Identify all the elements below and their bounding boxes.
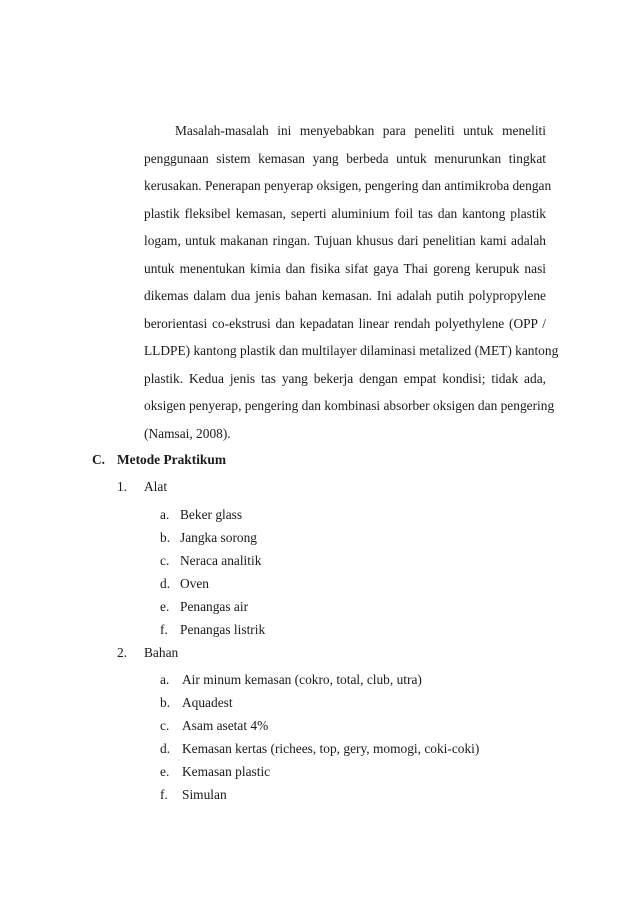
list-item-letter: f. [160,787,168,802]
paragraph-line: plastik. Kedua jenis tas yang bekerja dengan empat kondisi; tidak ada, [144,371,546,386]
list-item-letter: b. [160,695,171,710]
list-item-letter: f. [160,622,168,637]
section-letter: C. [92,452,106,467]
list-item: Beker glass [180,507,243,522]
paragraph-line: oksigen penyerap, pengering dan kombinasi absorber oksigen dan pengering [144,398,555,413]
list-item-letter: a. [160,672,170,687]
list-item-letter: c. [160,553,170,568]
paragraph-line: penggunaan sistem kemasan yang berbeda untuk menurunkan tingkat [144,151,546,166]
paragraph-line: logam, untuk makanan ringan. Tujuan khusus dari penelitian kami adalah [144,233,546,248]
paragraph-line: dikemas dalam dua jenis bahan kemasan. Ini adalah putih polypropylene [144,288,546,303]
list-item: Aquadest [182,695,233,710]
paragraph-line: (Namsai, 2008). [144,426,231,441]
section-title: Metode Praktikum [117,452,226,467]
paragraph-line: Masalah-masalah ini menyebabkan para peneliti untuk meneliti [175,123,546,138]
subsection-title: Alat [144,479,168,494]
list-item-letter: e. [160,599,170,614]
paragraph-line: kerusakan. Penerapan penyerap oksigen, pengering dan antimikroba dengan [144,178,552,193]
paragraph-line: berorientasi co-ekstrusi dan kepadatan linear rendah polyethylene (OPP / [144,316,546,331]
list-item: Air minum kemasan (cokro, total, club, utra) [182,672,422,687]
list-item: Asam asetat 4% [182,718,269,733]
list-item-letter: c. [160,718,170,733]
subsection-number: 1. [117,479,128,494]
subsection-number: 2. [117,645,128,660]
paragraph-line: plastik fleksibel kemasan, seperti aluminium foil tas dan kantong plastik [144,206,546,221]
subsection-title: Bahan [144,645,179,660]
list-item-letter: b. [160,530,171,545]
paragraph-line: untuk menentukan kimia dan fisika sifat gaya Thai goreng kerupuk nasi [144,261,546,276]
list-item: Jangka sorong [180,530,257,545]
list-item: Kemasan plastic [182,764,271,779]
list-item-letter: d. [160,576,171,591]
list-item: Oven [180,576,210,591]
list-item: Neraca analitik [180,553,262,568]
list-item-letter: a. [160,507,170,522]
list-item-letter: d. [160,741,171,756]
list-item: Penangas air [180,599,249,614]
list-item: Simulan [182,787,227,802]
list-item: Penangas listrik [180,622,266,637]
list-item-letter: e. [160,764,170,779]
list-item: Kemasan kertas (richees, top, gery, momogi, coki-coki) [182,741,480,756]
paragraph-line: LLDPE) kantong plastik dan multilayer dilaminasi metalized (MET) kantong [144,343,559,358]
